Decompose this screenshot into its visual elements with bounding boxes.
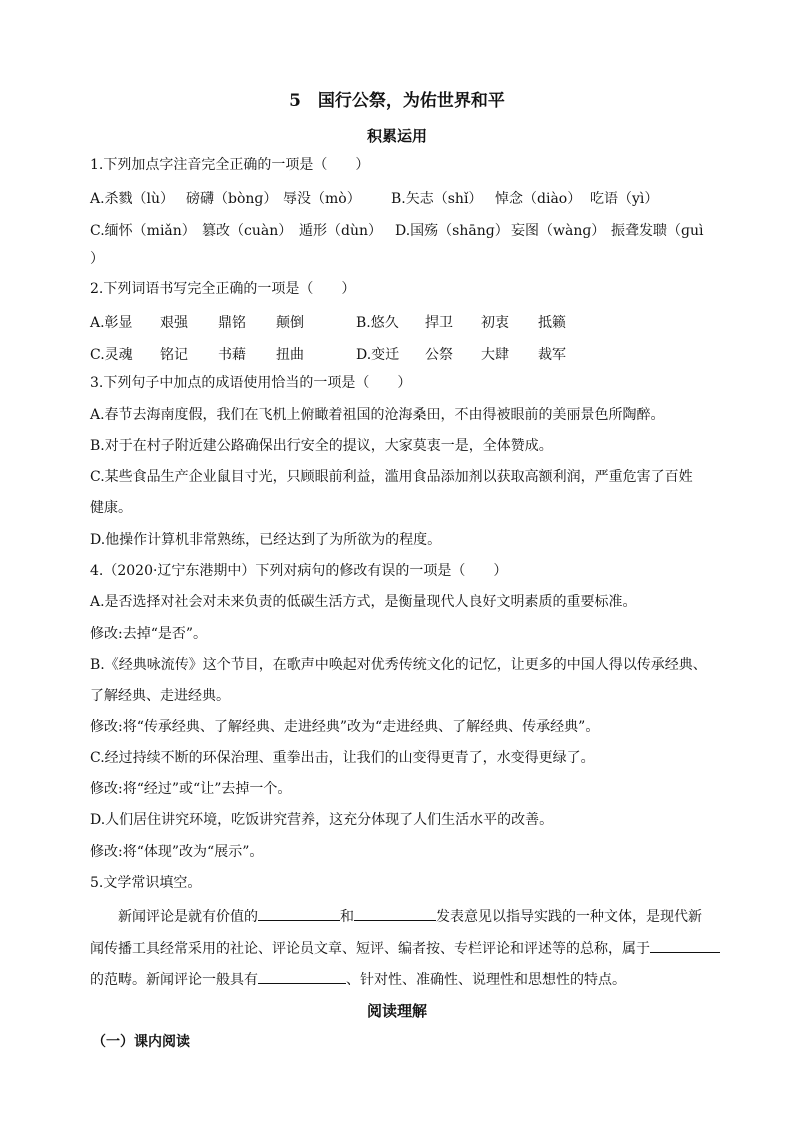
q1-continuation: ） — [90, 251, 104, 267]
q4-option-d: D.人们居住讲究环境，吃饭讲究营养，这充分体现了人们生活水平的改善。 — [90, 812, 554, 828]
subsection-in-class-reading: （一）课内阅读 — [92, 1034, 190, 1050]
q2-word-c1: C.灵魂 — [90, 347, 133, 363]
q2-word-a2: 艰强 — [160, 315, 188, 331]
q4-option-b: B.《经典咏流传》这个节目，在歌声中唤起对优秀传统文化的记忆，让更多的中国人得以传承经典、 — [90, 657, 707, 673]
q1-option-c-2: 篡改（cuàn） — [202, 223, 293, 239]
q1-option-b-1: B.矢志（shǐ） — [391, 191, 483, 207]
q5-text-3b: 、针对性、准确性、说理性和思想性的特点。 — [346, 972, 626, 988]
q2-word-d3: 大肆 — [481, 347, 509, 363]
q5-stem: 5.文学常识填空。 — [90, 875, 202, 891]
q1-option-d-1: D.国殇（shānɡ） — [395, 223, 509, 239]
q1-option-c-3: 遁形（dùn） — [299, 223, 382, 239]
section-heading-reading: 阅读理解 — [366, 1002, 427, 1020]
q3-stem: 3.下列句子中加点的成语使用恰当的一项是（ ） — [90, 375, 412, 391]
q5-text-3a: 的范畴。新闻评论一般具有 — [90, 972, 258, 988]
q1-option-b-3: 吃语（yì） — [590, 191, 659, 207]
q5-blank-3[interactable] — [650, 938, 720, 953]
q1-option-c-1: C.缅怀（miǎn） — [90, 223, 196, 239]
q1-stem: 1.下列加点字注音完全正确的一项是（ ） — [90, 157, 370, 173]
q4-option-d-fix: 修改:将“体现”改为“展示”。 — [90, 844, 264, 860]
q5-blank-1[interactable] — [258, 906, 340, 921]
q2-word-b3: 初衷 — [481, 315, 509, 331]
q4-option-a: A.是否选择对社会对未来负责的低碳生活方式，是衡量现代人良好文明素质的重要标准。 — [90, 594, 637, 610]
q2-word-c3: 书藉 — [218, 347, 246, 363]
q2-word-b1: B.悠久 — [356, 315, 399, 331]
q1-option-d-3: 振聋发聩（ɡuì — [611, 223, 704, 239]
q3-option-d: D.他操作计算机非常熟练，已经达到了为所欲为的程度。 — [90, 532, 442, 548]
q2-word-a1: A.彰显 — [90, 315, 133, 331]
q4-option-b-fix: 修改:将“传承经典、了解经典、走进经典”改为“走进经典、了解经典、传承经典”。 — [90, 719, 600, 735]
q5-paragraph-line1 — [118, 906, 702, 926]
q1-option-b-2: 悼念（diào） — [495, 191, 582, 207]
q5-text-1a: 新闻评论是就有价值的 — [118, 909, 258, 925]
q5-text-1b: 和 — [340, 909, 354, 925]
q4-option-c-fix: 修改:将“经过”或“让”去掉一个。 — [90, 781, 292, 797]
q5-paragraph-line2 — [90, 938, 720, 958]
q5-blank-2[interactable] — [354, 906, 436, 921]
q2-word-a3: 鼎铭 — [218, 315, 246, 331]
q1-option-a-3: 辱没（mò） — [283, 191, 361, 207]
q2-word-b4: 抵籁 — [538, 315, 566, 331]
q3-option-c-cont: 健康。 — [90, 500, 132, 516]
q4-option-b-cont: 了解经典、走进经典。 — [90, 688, 230, 704]
q4-option-c: C.经过持续不断的环保治理、重拳出击，让我们的山变得更青了，水变得更绿了。 — [90, 750, 595, 766]
q2-word-c2: 铭记 — [160, 347, 188, 363]
section-heading-accumulation: 积累运用 — [366, 127, 427, 145]
q4-option-a-fix: 修改:去掉“是否”。 — [90, 626, 208, 642]
q4-stem: 4.（2020·辽宁东港期中）下列对病句的修改有误的一项是（ ） — [90, 563, 508, 579]
q1-option-a-2: 磅礴（bònɡ） — [186, 191, 278, 207]
q2-word-d2: 公祭 — [425, 347, 453, 363]
q3-option-b: B.对于在村子附近建公路确保出行安全的提议，大家莫衷一是，全体赞成。 — [90, 438, 553, 454]
q3-option-a: A.春节去海南度假，我们在飞机上俯瞰着祖国的沧海桑田，不由得被眼前的美丽景色所陶醉。 — [90, 407, 665, 423]
q5-blank-4[interactable] — [258, 969, 346, 984]
q2-stem: 2.下列词语书写完全正确的一项是（ ） — [90, 281, 356, 297]
q2-word-a4: 颠倒 — [276, 315, 304, 331]
q5-text-2a: 闻传播工具经常采用的社论、评论员文章、短评、编者按、专栏评论和评述等的总称，属于 — [90, 941, 650, 957]
q2-word-b2: 捍卫 — [425, 315, 453, 331]
q2-word-d4: 裁军 — [538, 347, 566, 363]
q5-paragraph-line3 — [90, 969, 626, 989]
q1-option-a-1: A.杀戮（lù） — [90, 191, 175, 207]
page-title: 5 国行公祭，为佑世界和平 — [289, 91, 505, 111]
q2-word-d1: D.变迁 — [356, 347, 400, 363]
q3-option-c: C.某些食品生产企业鼠目寸光，只顾眼前利益，滥用食品添加剂以获取高额利润，严重危害了百姓 — [90, 469, 693, 485]
q5-text-1c: 发表意见以指导实践的一种文体，是现代新 — [436, 909, 702, 925]
q1-option-d-2: 妄图（wànɡ） — [511, 223, 606, 239]
q2-word-c4: 扭曲 — [276, 347, 304, 363]
